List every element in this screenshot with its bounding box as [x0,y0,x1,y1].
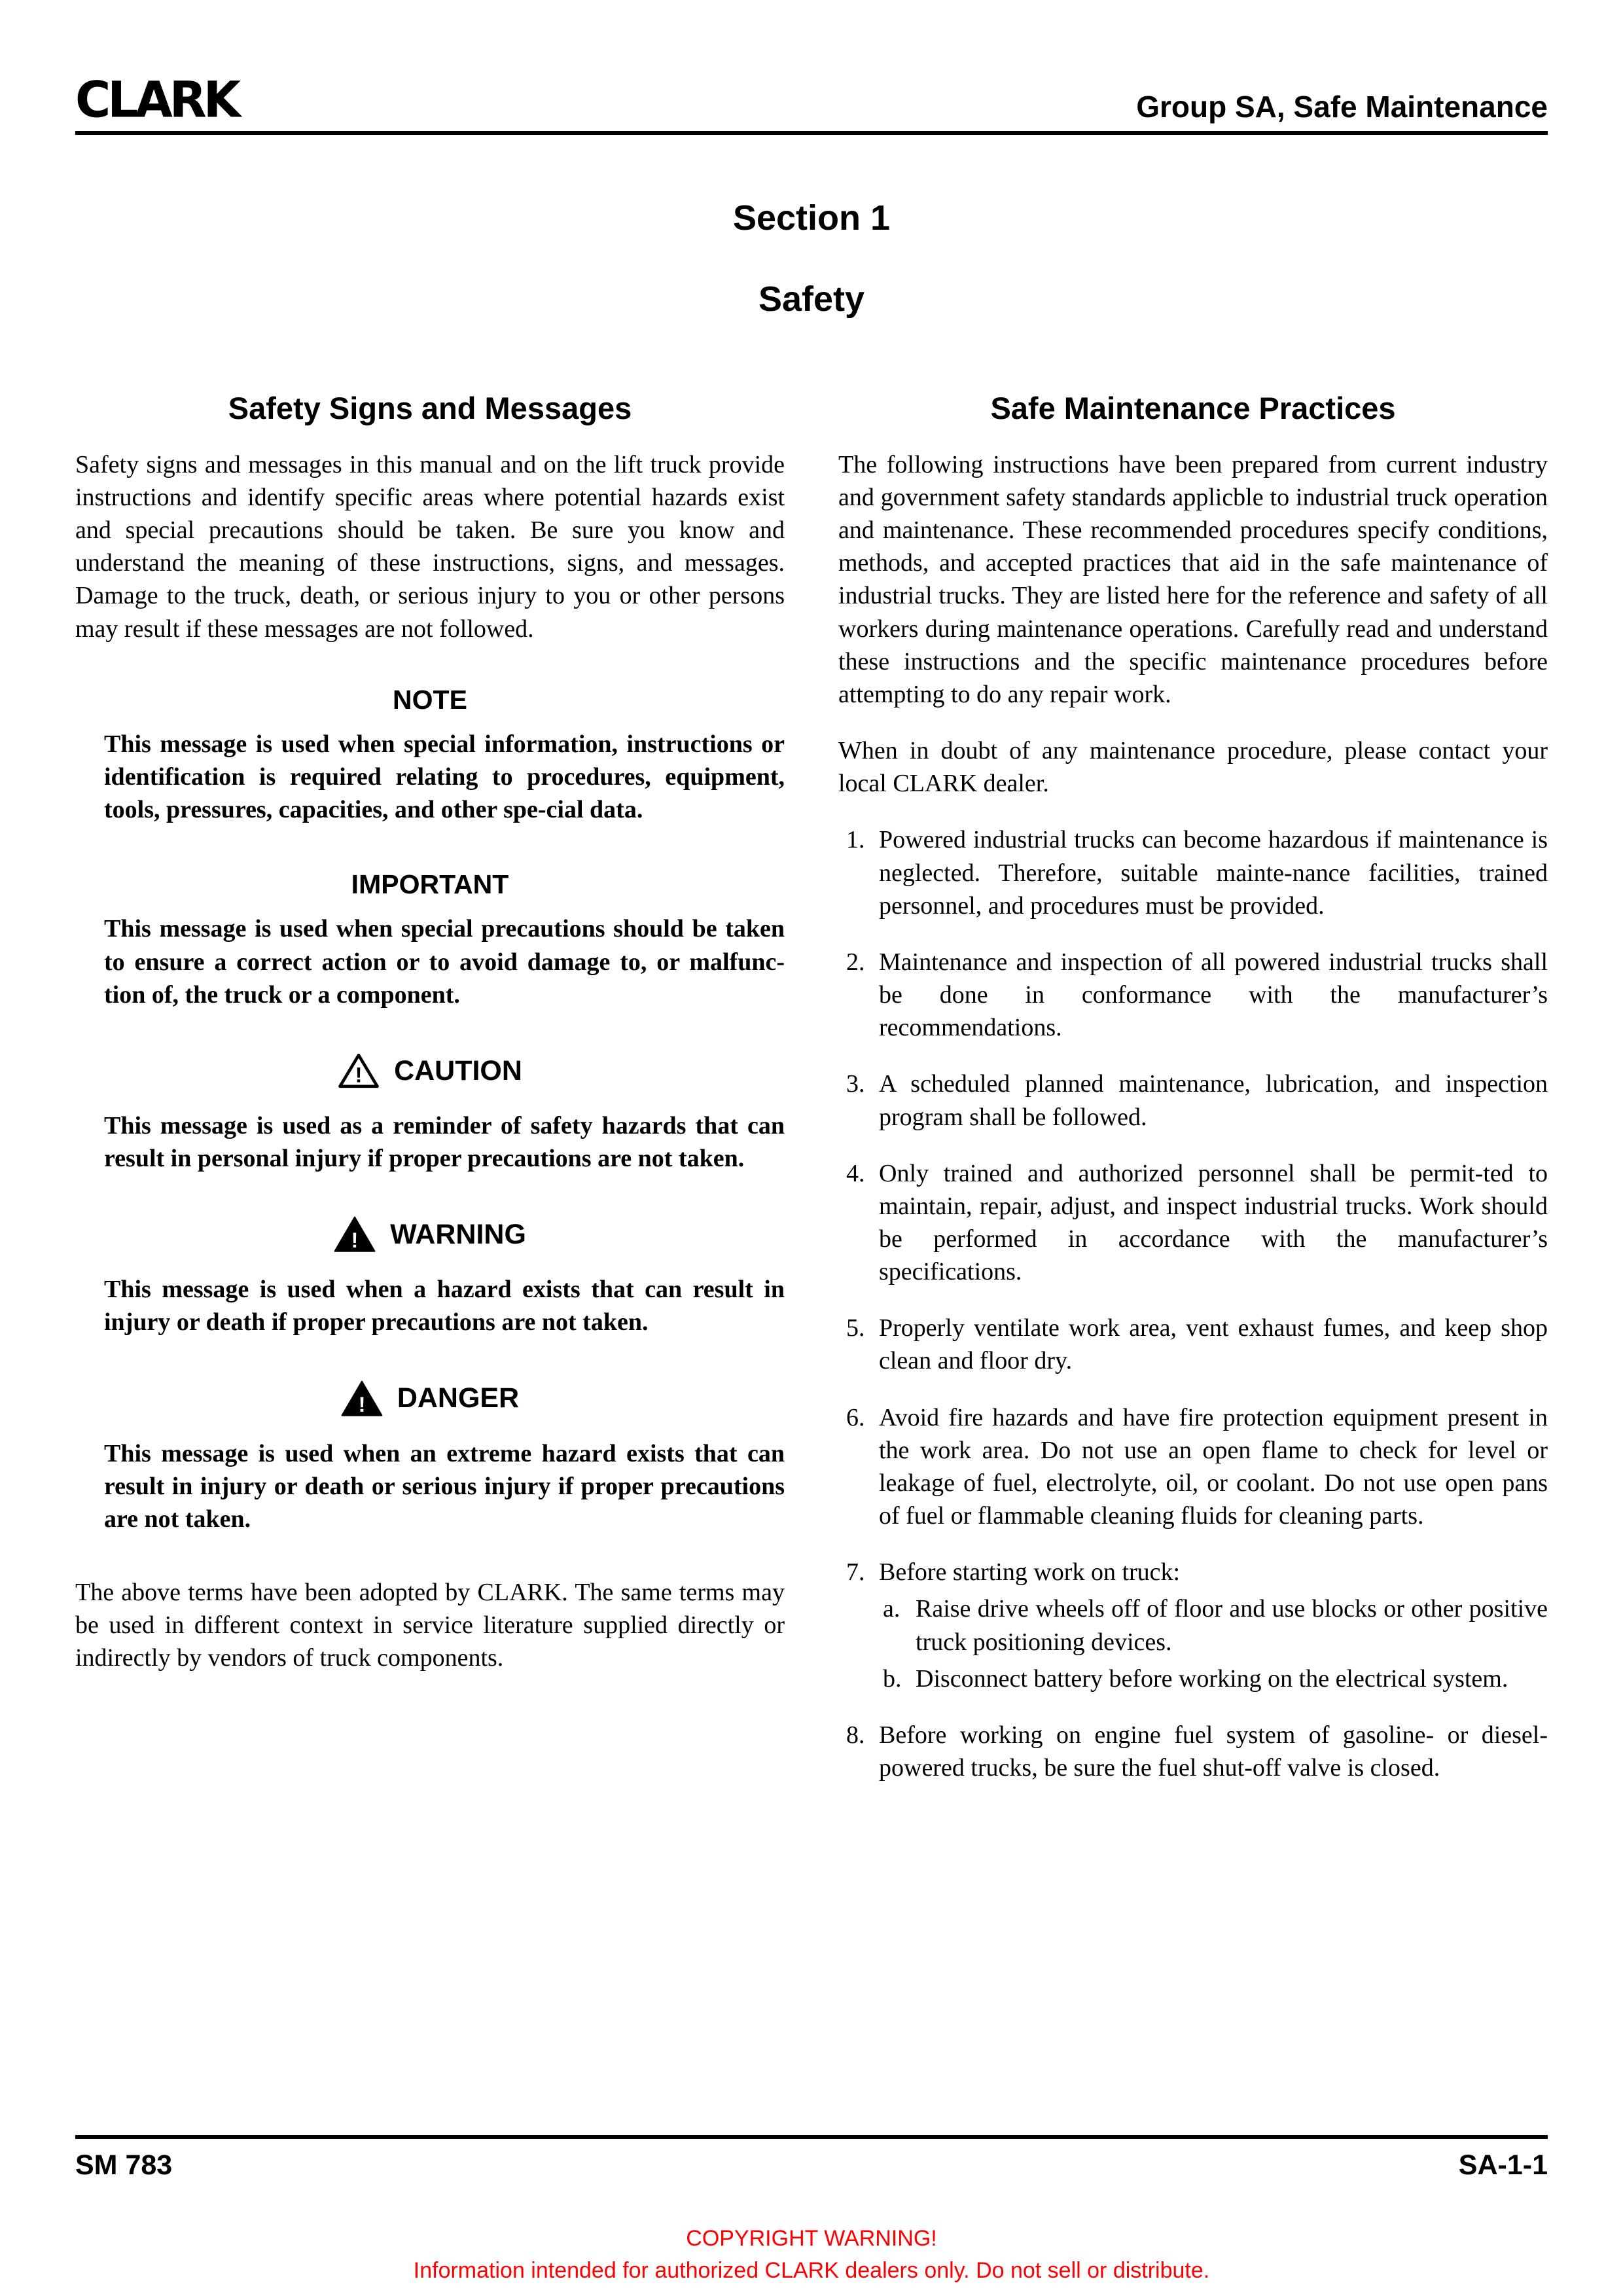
sub-list-item-letter: b. [883,1664,902,1693]
list-item-lead-text: Before starting work on truck: [879,1558,1181,1587]
svg-text:!: ! [355,1063,363,1087]
page-header [0,0,1623,129]
list-item-number: 1. [846,826,865,854]
section-title: Section 1 [732,198,891,238]
maintenance-practices-list [838,823,1548,1784]
sub-list-item-text: Raise drive wheels off of floor and use blocks or other positive truck positioning devices. [916,1595,1548,1656]
list-item-text: Only trained and authorized personnel shall be permit-ted to maintain, repair, adjust, and inspect industrial trucks. Work should be performed in accordance with the manufacturer’s specifications. [879,1159,1548,1286]
important-block [75,867,785,1011]
caution-heading [75,1052,785,1090]
sub-list-item-letter: a. [883,1595,901,1623]
list-item-text [879,1556,1548,1695]
manual-number: SM 783 [75,2149,173,2181]
note-text: This message is used when special information, instructions or identification is required relating to procedures, equipment, tools, pressures, capacities, and other spe-cial data. [104,730,785,824]
danger-label: DANGER [397,1382,520,1414]
header-rule [75,131,1548,135]
list-item-number: 6. [846,1403,865,1431]
warning-text: This message is used when a hazard exists that can result in injury or death if proper precautions are not taken. [104,1276,785,1336]
caution-label: CAUTION [394,1054,522,1086]
warning-icon [334,1215,376,1253]
danger-heading [75,1380,785,1418]
list-item [838,823,1548,922]
danger-text: This message is used when an extreme hazard exists that can result in injury or death or serious injury if proper precautions are not taken. [104,1439,785,1533]
clark-logo: CLARK [75,71,238,129]
list-item-text: Properly ventilate work area, vent exhaust fumes, and keep shop clean and floor dry. [879,1314,1548,1375]
caution-block [75,1052,785,1175]
list-item [838,1719,1548,1784]
right-paragraph-1: The following instructions have been prepared from current industry and government safety standards applicble to industrial truck operation and maintenance. These recommended procedures specify conditions, methods, and accepted practices that aid in the safe maintenance of industrial trucks. They are listed here for the reference and safety of all workers during maintenance operations. Carefully read and understand these instructions and the specific maintenance procedures before attempting to do any repair work. [838,450,1548,708]
important-text: This message is used when special precautions should be taken to ensure a correct action or to avoid damage to, or malfunc-tion of, the truck or a component. [104,915,785,1009]
note-label: NOTE [393,684,467,715]
group-title: Group SA, Safe Maintenance [1136,89,1548,124]
right-column [838,388,1548,1808]
left-column-heading: Safety Signs and Messages [228,390,632,425]
list-item-number: 4. [846,1159,865,1187]
list-item-text: A scheduled planned maintenance, lubrication, and inspection program shall be followed. [879,1070,1548,1131]
list-item-number: 8. [846,1721,865,1749]
warning-block [75,1215,785,1338]
copyright-line-2: Information intended for authorized CLARK dealers only. Do not sell or distribute. [413,2258,1210,2284]
left-intro-paragraph: Safety signs and messages in this manual and on the lift truck provide instructions and identify specific areas where potential hazards exist and special precautions should be taken. Be sure you know and understand the meaning of these instructions, signs, and messages. Damage to the truck, death, or serious injury to you or other persons may result if these messages are not followed. [75,450,785,643]
list-item [838,1067,1548,1133]
list-item-number: 5. [846,1314,865,1342]
sub-list-item [879,1592,1548,1658]
list-item [838,946,1548,1044]
sub-list-item-text: Disconnect battery before working on the electrical system. [916,1664,1508,1693]
list-item-number: 7. [846,1558,865,1587]
important-label: IMPORTANT [351,869,509,900]
danger-block [75,1380,785,1535]
list-item [838,1401,1548,1533]
two-column-body [0,388,1623,1808]
caution-icon [338,1052,380,1090]
svg-text:!: ! [358,1392,366,1416]
list-item [838,1312,1548,1377]
warning-heading [75,1215,785,1253]
list-item-text: Avoid fire hazards and have fire protection equipment present in the work area. Do not use an open flame to check for level or leakage of fuel, electrolyte, oil, or coolant. Do not use open pans of fuel or flammable cleaning fluids for cleaning parts. [879,1403,1548,1530]
svg-text:!: ! [351,1229,359,1253]
list-item-text: Powered industrial trucks can become hazardous if maintenance is neglected. Therefore, suitable mainte-nance facilities, trained personnel, and procedures must be provided. [879,826,1548,920]
section-subtitle: Safety [758,279,865,319]
warning-label: WARNING [390,1218,526,1250]
sub-list-item [879,1662,1548,1695]
right-column-heading: Safe Maintenance Practices [990,390,1396,425]
copyright-line-1: COPYRIGHT WARNING! [686,2226,937,2251]
list-item-text: Maintenance and inspection of all powered industrial trucks shall be done in conformance with the manufacturer’s recommendations. [879,948,1548,1042]
note-block [75,682,785,827]
right-paragraph-2: When in doubt of any maintenance procedure, please contact your local CLARK dealer. [838,737,1548,798]
left-closing-paragraph: The above terms have been adopted by CLARK. The same terms may be used in different context in service literature supplied directly or indirectly by vendors of truck components. [75,1579,785,1672]
page-number: SA-1-1 [1458,2149,1548,2181]
page-footer [75,2135,1548,2184]
list-item [838,1157,1548,1289]
left-column [75,388,785,1808]
danger-icon [341,1380,383,1418]
list-item-text: Before working on engine fuel system of gasoline- or diesel-powered trucks, be sure the fuel shut-off valve is closed. [879,1721,1548,1782]
copyright-warning [0,2223,1623,2287]
list-item-number: 3. [846,1070,865,1098]
caution-text: This message is used as a reminder of safety hazards that can result in personal injury if proper precautions are not taken. [104,1111,785,1173]
list-item-number: 2. [846,948,865,976]
list-item [838,1556,1548,1695]
